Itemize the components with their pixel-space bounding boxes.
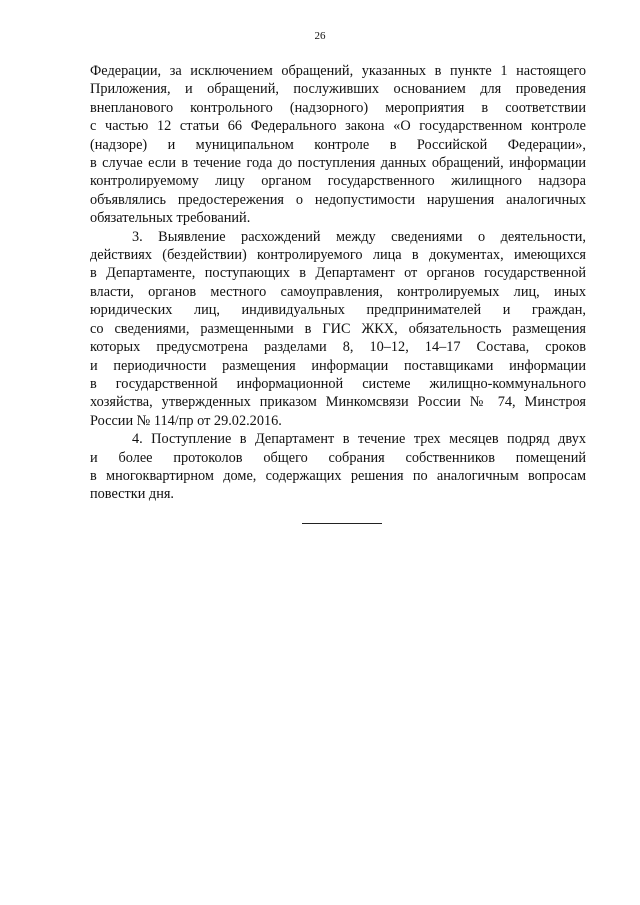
text-line: Федерации, за исключением обращений, указанных в пункте 1 настоящего [90, 63, 586, 79]
text-line: объявлялись предостережения о недопустимости нарушения аналогичных [90, 191, 586, 208]
document-body [90, 62, 586, 504]
text-line: со сведениями, размещенными в ГИС ЖКХ, обязательность размещения [90, 320, 586, 337]
text-line: власти, органов местного самоуправления, контролируемых лиц, иных [90, 283, 586, 300]
text-line: и периодичности размещения информации поставщиками информации [90, 357, 586, 374]
paragraph-item-3 [90, 228, 586, 430]
paragraph-item-4 [90, 430, 586, 504]
text-line: 4. Поступление в Департамент в течение трех месяцев подряд двух [132, 431, 586, 448]
paragraph-continuation [90, 62, 586, 228]
text-line: контролируемому лицу органом государственного жилищного надзора [90, 173, 586, 190]
text-line: (надзоре) и муниципальном контроле в Российской Федерации», [90, 136, 586, 153]
text-line: в государственной информационной системе жилищно-коммунального [90, 375, 586, 392]
text-line: юридических лиц, индивидуальных предпринимателей и граждан, [90, 302, 586, 319]
text-line: в Департаменте, поступающих в Департамент от органов государственной [90, 265, 586, 282]
text-line: внепланового контрольного (надзорного) мероприятия в соответствии [90, 99, 586, 116]
text-line: обязательных требований. [90, 210, 251, 227]
text-line: России № 114/пр от 29.02.2016. [90, 412, 282, 429]
text-line: 3. Выявление расхождений между сведениями о деятельности, [132, 228, 586, 245]
text-line: действиях (бездействии) контролируемого лица в документах, имеющихся [90, 247, 586, 264]
text-line: которых предусмотрена разделами 8, 10–12, 14–17 Состава, сроков [90, 339, 586, 356]
text-line: и более протоколов общего собрания собственников помещений [90, 449, 586, 466]
text-line: в многоквартирном доме, содержащих решения по аналогичным вопросам [90, 467, 586, 484]
text-line: в случае если в течение года до поступления данных обращений, информации [90, 155, 586, 172]
end-separator-line [302, 523, 382, 524]
text-line: с частью 12 статьи 66 Федерального закона «О государственном контроле [90, 118, 586, 135]
text-line: хозяйства, утвержденных приказом Минкомсвязи России № 74, Минстроя [90, 394, 586, 411]
page-number: 26 [314, 30, 326, 42]
text-line: Приложения, и обращений, послуживших основанием для проведения [90, 81, 586, 98]
text-line: повестки дня. [90, 486, 175, 503]
